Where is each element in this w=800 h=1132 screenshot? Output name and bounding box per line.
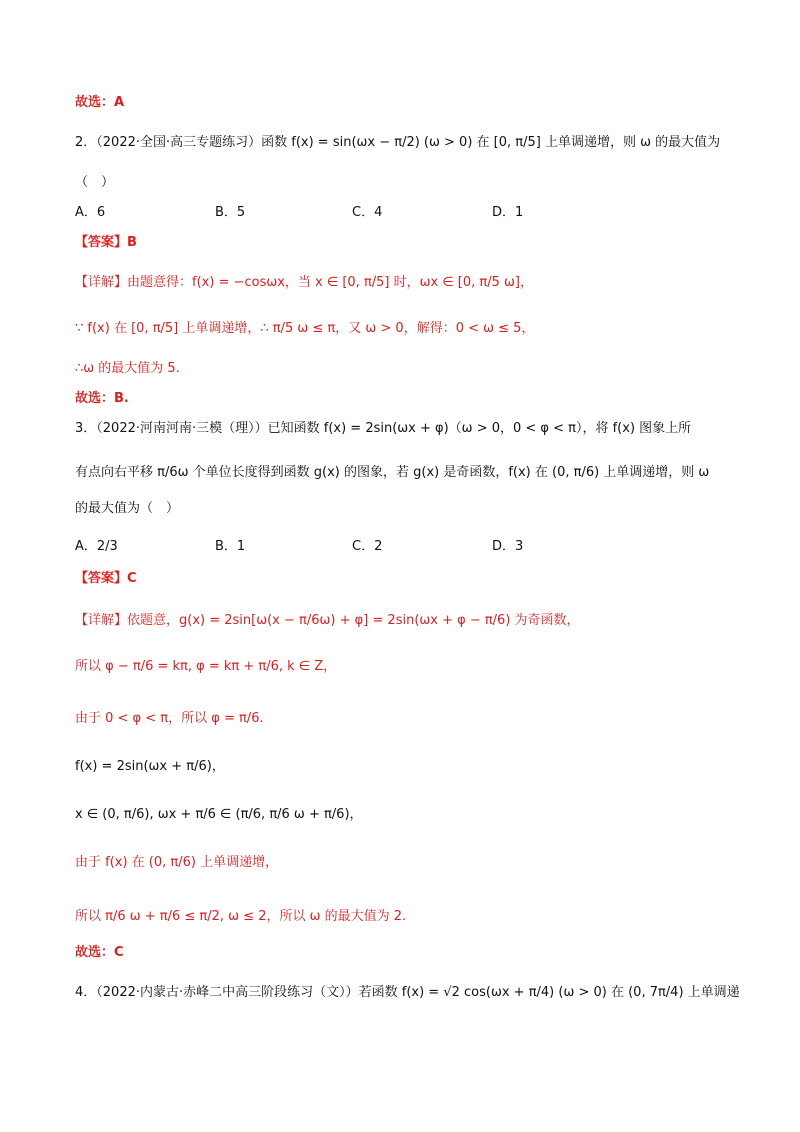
option-a: A．6 [75, 205, 106, 220]
explanation-q2-line3: ∴ω 的最大值为 5. [75, 361, 180, 376]
explanation-q3-line5: x ∈ (0, π/6), ωx + π/6 ∈ (π/6, π/6 ω + π/6)， [75, 807, 363, 822]
question-2-stem: 2．（2022·全国·高三专题练习）函数 f(x) = sin(ωx − π/2) (ω > 0) 在 [0, π/5] 上单调递增，则 ω 的最大值为 [75, 135, 721, 150]
option-b: B．5 [215, 205, 246, 220]
answer-label-q2: 【答案】B [75, 235, 137, 250]
option-d: D．3 [492, 539, 524, 554]
explanation-q3-line6: 由于 f(x) 在 (0, π/6) 上单调递增， [75, 855, 279, 870]
option-b: B．1 [215, 539, 246, 554]
explanation-q3-line7: 所以 π/6 ω + π/6 ≤ π/2, ω ≤ 2，所以 ω 的最大值为 2. [75, 909, 407, 924]
question-3-stem-line3: 的最大值为（ ） [75, 501, 180, 516]
answer-label-q3: 【答案】C [75, 571, 137, 586]
explanation-q3-line1: 【详解】依题意，g(x) = 2sin[ω(x − π/6ω) + φ] = 2sin(ωx + φ − π/6) 为奇函数， [75, 613, 580, 628]
answer-choice-q2: 故选：B. [75, 391, 129, 406]
question-2-paren: （ ） [75, 175, 115, 190]
question-3-stem-line2: 有点向右平移 π/6ω 个单位长度得到函数 g(x) 的图象，若 g(x) 是奇函数，f(x) 在 (0, π/6) 上单调递增，则 ω [75, 465, 710, 480]
answer-choice-q3: 故选：C [75, 945, 124, 960]
question-3-stem-line1: 3．（2022·河南河南·三模（理））已知函数 f(x) = 2sin(ωx + φ)（ω > 0，0 < φ < π），将 f(x) 图象上所 [75, 421, 692, 436]
option-c: C．2 [352, 539, 383, 554]
option-a: A．2/3 [75, 539, 118, 554]
explanation-q3-line3: 由于 0 < φ < π，所以 φ = π/6. [75, 711, 264, 726]
answer-choice-q1: 故选：A [75, 95, 125, 110]
explanation-q3-line2: 所以 φ − π/6 = kπ, φ = kπ + π/6, k ∈ Z， [75, 659, 337, 674]
option-d: D．1 [492, 205, 524, 220]
explanation-q2-line2: ∵ f(x) 在 [0, π/5] 上单调递增，∴ π/5 ω ≤ π，又 ω > 0，解得：0 < ω ≤ 5， [75, 321, 535, 336]
option-c: C．4 [352, 205, 383, 220]
explanation-q3-line4: f(x) = 2sin(ωx + π/6)， [75, 759, 225, 774]
explanation-q2-line1: 【详解】由题意得：f(x) = −cosωx，当 x ∈ [0, π/5] 时，ωx ∈ [0, π/5 ω]， [75, 275, 533, 290]
question-4-stem: 4．（2022·内蒙古·赤峰二中高三阶段练习（文））若函数 f(x) = √2 cos(ωx + π/4) (ω > 0) 在 (0, 7π/4) 上单调递 [75, 985, 740, 1000]
